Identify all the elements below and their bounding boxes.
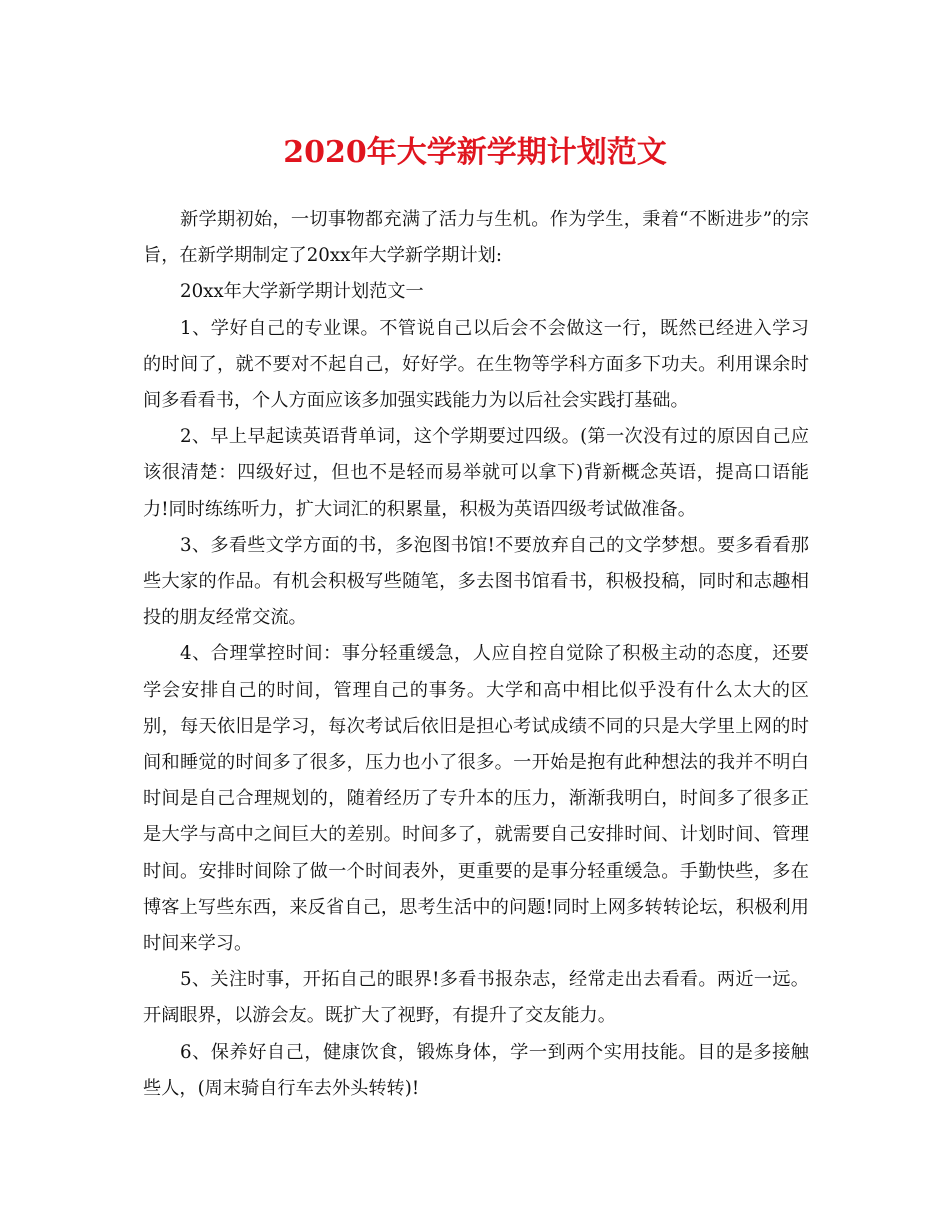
document-body [143, 202, 809, 1107]
plan-item-1: 1、学好自己的专业课。不管说自己以后会不会做这一行，既然已经进入学习的时间了，就不要对不起自己，好好学。在生物等学科方面多下功夫。利用课余时间多看看书，个人方面应该多加强实践能力为以后社会实践打基础。 [143, 317, 809, 412]
document-title: 2020年大学新学期计划范文 [283, 135, 667, 170]
section-heading: 20xx年大学新学期计划范文一 [180, 281, 424, 303]
plan-item-3: 3、多看些文学方面的书，多泡图书馆!不要放弃自己的文学梦想。要多看看那些大家的作品。有机会积极写些随笔，多去图书馆看书，积极投稿，同时和志趣相投的朋友经常交流。 [143, 534, 809, 629]
intro-paragraph: 新学期初始，一切事物都充满了活力与生机。作为学生，秉着“不断进步”的宗旨，在新学期制定了20xx年大学新学期计划: [143, 209, 809, 267]
plan-item-4: 4、合理掌控时间：事分轻重缓急，人应自控自觉除了积极主动的态度，还要学会安排自己的时间，管理自己的事务。大学和高中相比似乎没有什么太大的区别，每天依旧是学习，每次考试后依旧是担心考试成绩不同的只是大学里上网的时间和睡觉的时间多了很多，压力也小了很多。一开始是抱有此种想法的我并不明白时间是自己合理规划的，随着经历了专升本的压力，渐渐我明白，时间多了很多正是大学与高中之间巨大的差别。时间多了，就需要自己安排时间、计划时间、管理时间。安排时间除了做一个时间表外，更重要的是事分轻重缓急。手勤快些，多在博客上写些东西，来反省自己，思考生活中的问题!同时上网多转转论坛，积极利用时间来学习。 [143, 643, 809, 955]
plan-item-2: 2、早上早起读英语背单词，这个学期要过四级。(第一次没有过的原因自己应该很清楚：四级好过，但也不是轻而易举就可以拿下)背新概念英语，提高口语能力!同时练练听力，扩大词汇的积累量，积极为英语四级考试做准备。 [143, 426, 809, 520]
plan-item-5: 5、关注时事，开拓自己的眼界!多看书报杂志，经常走出去看看。两近一远。开阔眼界，以游会友。既扩大了视野，有提升了交友能力。 [143, 969, 809, 1027]
plan-item-6: 6、保养好自己，健康饮食，锻炼身体，学一到两个实用技能。目的是多接触些人，(周末骑自行车去外头转转)! [143, 1041, 809, 1099]
